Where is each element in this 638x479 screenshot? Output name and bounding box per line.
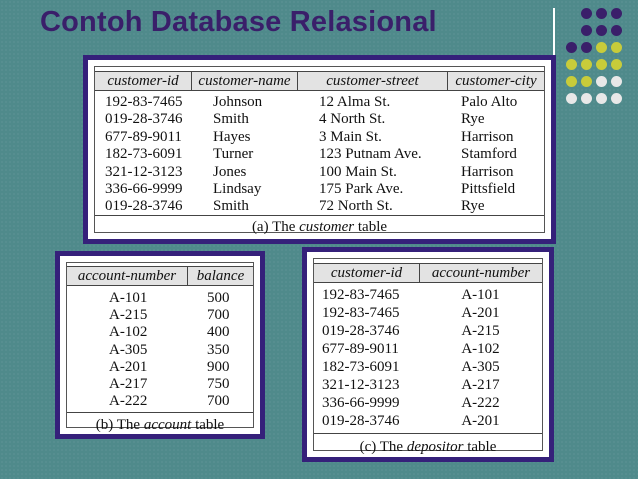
table-cell: 182-73-6091 bbox=[105, 146, 183, 163]
table-row bbox=[95, 198, 544, 215]
account-table-header bbox=[67, 266, 253, 286]
table-cell: A-102 bbox=[461, 341, 500, 357]
table-cell: Rye bbox=[461, 111, 485, 128]
table-cell: Stamford bbox=[461, 146, 517, 163]
table-cell: 677-89-9011 bbox=[105, 128, 182, 145]
table-cell: A-215 bbox=[461, 323, 500, 339]
table-row bbox=[67, 307, 253, 324]
decorative-dot bbox=[581, 42, 592, 53]
depositor-table-caption: (c) The depositor table bbox=[359, 439, 497, 455]
table-cell: Harrison bbox=[461, 163, 514, 180]
table-row bbox=[67, 376, 253, 393]
customer-table-caption: (a) The customer table bbox=[251, 219, 388, 235]
account-table-frame bbox=[55, 251, 265, 439]
table-row bbox=[314, 322, 542, 340]
table-row bbox=[314, 412, 542, 430]
table-cell: A-305 bbox=[461, 359, 500, 375]
table-row bbox=[67, 393, 253, 410]
table-row bbox=[67, 342, 253, 359]
table-cell: 192-83-7465 bbox=[322, 305, 400, 321]
table-cell: Turner bbox=[213, 146, 254, 163]
table-cell: 500 bbox=[207, 290, 230, 306]
table-cell: 019-28-3746 bbox=[322, 323, 400, 339]
table-cell: 336-66-9999 bbox=[322, 395, 400, 411]
table-cell: A-201 bbox=[461, 413, 500, 429]
decorative-dot bbox=[566, 93, 577, 104]
table-cell: Johnson bbox=[213, 94, 263, 110]
table-cell: A-305 bbox=[109, 341, 148, 358]
table-cell: 123 Putnam Ave. bbox=[319, 146, 422, 163]
decorative-dot bbox=[611, 8, 622, 19]
depositor-table-body bbox=[314, 284, 542, 434]
decorative-dot bbox=[581, 25, 592, 36]
customer-table-body bbox=[95, 92, 544, 216]
decorative-dot bbox=[566, 42, 577, 53]
depositor-table-header bbox=[314, 263, 542, 283]
table-cell: Smith bbox=[213, 198, 249, 215]
table-cell: A-102 bbox=[109, 324, 148, 341]
table-cell: A-217 bbox=[461, 377, 500, 393]
table-row bbox=[314, 286, 542, 304]
col-header-customer-name: customer-name bbox=[191, 72, 297, 90]
slide-title: Contoh Database Relasional bbox=[40, 6, 437, 38]
table-row bbox=[95, 94, 544, 111]
table-cell: 350 bbox=[207, 341, 230, 358]
table-cell: 175 Park Ave. bbox=[319, 180, 404, 197]
table-cell: 700 bbox=[207, 393, 230, 410]
table-cell: A-201 bbox=[461, 305, 500, 321]
table-cell: A-215 bbox=[109, 307, 148, 324]
table-cell: 100 Main St. bbox=[319, 163, 397, 180]
table-row bbox=[314, 340, 542, 358]
table-cell: A-101 bbox=[461, 287, 500, 303]
table-row bbox=[95, 164, 544, 181]
table-row bbox=[95, 181, 544, 198]
col-header-account-number: account-number bbox=[77, 268, 177, 284]
table-cell: 182-73-6091 bbox=[322, 359, 400, 375]
table-cell: 12 Alma St. bbox=[319, 94, 391, 110]
table-cell: 700 bbox=[207, 307, 230, 324]
table-cell: 336-66-9999 bbox=[105, 180, 183, 197]
table-cell: 750 bbox=[207, 375, 230, 392]
table-cell: Pittsfield bbox=[461, 180, 516, 197]
table-cell: 4 North St. bbox=[319, 111, 386, 128]
table-cell: A-222 bbox=[109, 393, 148, 410]
depositor-table-frame bbox=[302, 247, 554, 462]
table-row bbox=[314, 304, 542, 322]
table-row bbox=[314, 376, 542, 394]
customer-table-header bbox=[95, 71, 544, 91]
table-cell: 677-89-9011 bbox=[322, 341, 399, 357]
table-cell: Palo Alto bbox=[461, 94, 518, 110]
col-header-customer-id: customer-id bbox=[107, 73, 179, 89]
table-cell: A-217 bbox=[109, 375, 148, 392]
decorative-dot bbox=[596, 8, 607, 19]
table-cell: 019-28-3746 bbox=[322, 413, 400, 429]
decorative-dot bbox=[581, 8, 592, 19]
depositor-table bbox=[313, 258, 543, 455]
table-row bbox=[67, 359, 253, 376]
table-row bbox=[95, 111, 544, 128]
decorative-dot bbox=[581, 76, 592, 87]
customer-table bbox=[94, 66, 545, 233]
table-cell: Lindsay bbox=[213, 180, 262, 197]
col-header-customer-id: customer-id bbox=[330, 265, 403, 281]
table-cell: 192-83-7465 bbox=[322, 287, 400, 303]
table-row bbox=[95, 129, 544, 146]
table-cell: 72 North St. bbox=[319, 198, 393, 215]
decorative-dot bbox=[611, 25, 622, 36]
decorative-dot bbox=[581, 93, 592, 104]
decorative-dot bbox=[596, 42, 607, 53]
table-row bbox=[314, 358, 542, 376]
table-cell: 192-83-7465 bbox=[105, 94, 183, 110]
decorative-dot bbox=[611, 93, 622, 104]
table-row bbox=[67, 324, 253, 341]
decorative-dot-grid bbox=[566, 8, 638, 116]
table-cell: 400 bbox=[207, 324, 230, 341]
table-cell: Hayes bbox=[213, 128, 251, 145]
col-header-customer-city: customer-city bbox=[447, 72, 544, 90]
decorative-dot bbox=[596, 25, 607, 36]
account-table-body bbox=[67, 287, 253, 413]
table-row bbox=[67, 290, 253, 307]
col-header-account-number: account-number bbox=[419, 264, 542, 282]
decorative-dot bbox=[596, 93, 607, 104]
col-header-balance: balance bbox=[187, 267, 253, 285]
table-cell: 3 Main St. bbox=[319, 128, 382, 145]
customer-table-frame bbox=[83, 55, 556, 244]
decorative-dot bbox=[596, 76, 607, 87]
table-cell: Rye bbox=[461, 198, 485, 215]
table-cell: A-201 bbox=[109, 358, 148, 375]
decorative-dot bbox=[611, 76, 622, 87]
decorative-dot bbox=[566, 76, 577, 87]
table-cell: 019-28-3746 bbox=[105, 111, 183, 128]
decorative-dot bbox=[581, 59, 592, 70]
table-cell: Smith bbox=[213, 111, 249, 128]
table-cell: 019-28-3746 bbox=[105, 198, 183, 215]
table-row bbox=[95, 146, 544, 163]
decorative-dot bbox=[611, 59, 622, 70]
table-cell: 900 bbox=[207, 358, 230, 375]
account-table-caption: (b) The account table bbox=[95, 417, 225, 433]
table-cell: A-222 bbox=[461, 395, 500, 411]
table-cell: Jones bbox=[213, 163, 247, 180]
table-cell: A-101 bbox=[109, 290, 148, 306]
table-cell: 321-12-3123 bbox=[105, 163, 183, 180]
table-cell: 321-12-3123 bbox=[322, 377, 400, 393]
account-table bbox=[66, 262, 254, 433]
decorative-dot bbox=[611, 42, 622, 53]
decorative-dot bbox=[566, 59, 577, 70]
decorative-dot bbox=[596, 59, 607, 70]
table-cell: Harrison bbox=[461, 128, 514, 145]
table-row bbox=[314, 394, 542, 412]
col-header-customer-street: customer-street bbox=[297, 72, 447, 90]
